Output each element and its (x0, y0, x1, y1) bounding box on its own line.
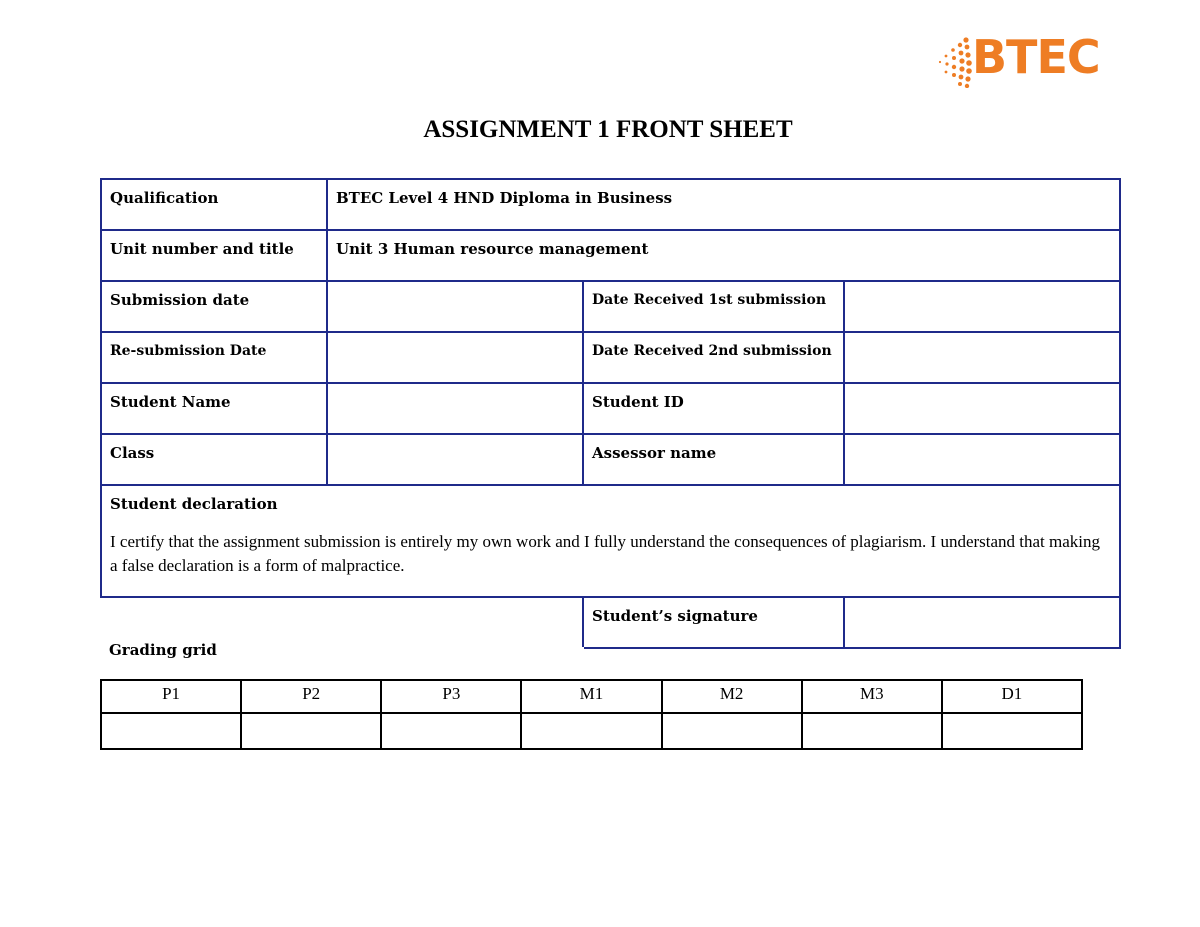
qualification-value: BTEC Level 4 HND Diploma in Business (327, 179, 1120, 230)
table-row (101, 230, 1120, 281)
grade-header-d1: D1 (942, 680, 1082, 713)
grade-cell-m3[interactable] (802, 713, 942, 749)
table-row (101, 281, 1120, 332)
resubmission-date-field[interactable] (327, 332, 583, 383)
submission-date-label: Submission date (101, 281, 327, 332)
grading-value-row (101, 713, 1082, 749)
grading-header-row (101, 680, 1082, 713)
declaration-row (101, 485, 1120, 597)
grade-header-m2: M2 (662, 680, 802, 713)
date-received-1-label: Date Received 1st submission (583, 281, 844, 332)
submission-date-field[interactable] (327, 281, 583, 332)
grading-grid (100, 679, 1083, 750)
grade-cell-m2[interactable] (662, 713, 802, 749)
assessor-label: Assessor name (583, 434, 844, 485)
student-name-field[interactable] (327, 383, 583, 434)
student-id-label: Student ID (583, 383, 844, 434)
declaration-title: Student declaration (110, 495, 278, 513)
grade-header-m1: M1 (521, 680, 661, 713)
table-row (101, 434, 1120, 485)
class-label: Class (101, 434, 327, 485)
signature-label: Student’s signature (583, 597, 844, 648)
unit-label: Unit number and title (101, 230, 327, 281)
grade-cell-d1[interactable] (942, 713, 1082, 749)
grade-header-m3: M3 (802, 680, 942, 713)
signature-field[interactable] (844, 597, 1120, 648)
grading-grid-label: Grading grid (109, 641, 217, 659)
unit-value: Unit 3 Human resource management (327, 230, 1120, 281)
declaration-cell (101, 485, 1120, 597)
student-id-field[interactable] (844, 383, 1120, 434)
resubmission-date-label: Re-submission Date (101, 332, 327, 383)
grade-cell-p1[interactable] (101, 713, 241, 749)
class-field[interactable] (327, 434, 583, 485)
grade-header-p1: P1 (101, 680, 241, 713)
student-name-label: Student Name (101, 383, 327, 434)
table-row (101, 383, 1120, 434)
front-sheet-table (100, 178, 1121, 649)
grade-header-p2: P2 (241, 680, 381, 713)
table-row (101, 179, 1120, 230)
table-row (101, 332, 1120, 383)
btec-dots-icon (936, 36, 976, 88)
grade-cell-p2[interactable] (241, 713, 381, 749)
signature-row (101, 597, 1120, 648)
date-received-1-field[interactable] (844, 281, 1120, 332)
qualification-label: Qualification (101, 179, 327, 230)
grade-header-p3: P3 (381, 680, 521, 713)
grade-cell-p3[interactable] (381, 713, 521, 749)
page-title: ASSIGNMENT 1 FRONT SHEET (423, 116, 793, 143)
date-received-2-field[interactable] (844, 332, 1120, 383)
grade-cell-m1[interactable] (521, 713, 661, 749)
btec-logo-text: BTEC (972, 30, 1100, 84)
date-received-2-label: Date Received 2nd submission (583, 332, 844, 383)
btec-logo (936, 30, 1120, 92)
assessor-field[interactable] (844, 434, 1120, 485)
declaration-text: I certify that the assignment submission is entirely my own work and I fully understand the consequences of plagiarism. I understand that making a false declaration is a form of malpractice. (110, 532, 1101, 575)
